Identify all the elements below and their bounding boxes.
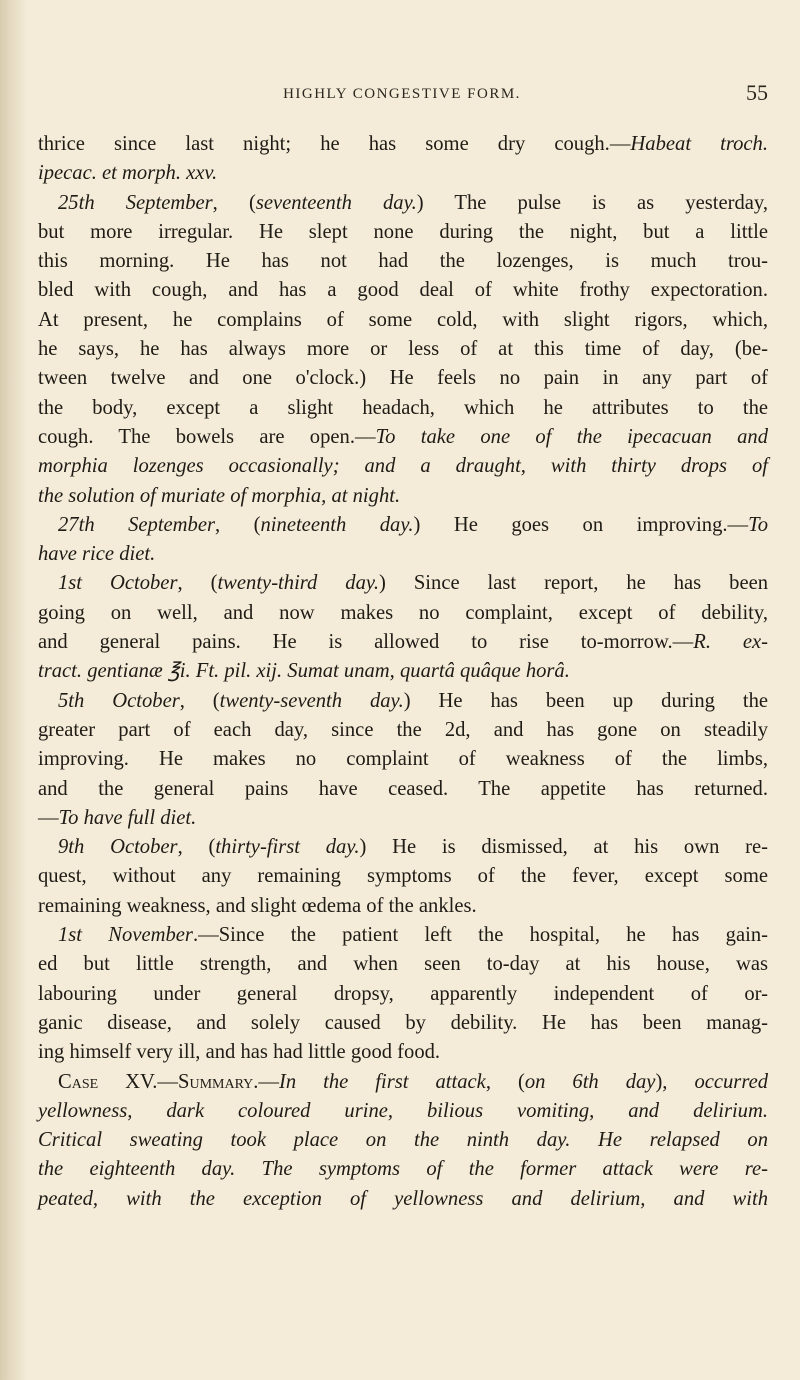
italic-text: 27th September <box>58 513 216 536</box>
text-line <box>38 687 768 716</box>
italic-text: In the first attack <box>279 1070 486 1093</box>
italic-text: To take one of the ipecacuan and <box>375 425 768 448</box>
italic-text: on 6th day <box>524 1070 656 1093</box>
text-line <box>38 364 768 393</box>
italic-text: 25th September <box>58 191 213 214</box>
text-line <box>38 599 768 628</box>
italic-text: peated, with the exception of yellowness and delirium, and with <box>38 1187 768 1210</box>
page-header <box>36 80 768 110</box>
text-run: quest, without any remaining symptoms of the fever, except some <box>38 865 768 888</box>
text-line <box>38 482 768 511</box>
text-run: — <box>157 1070 179 1093</box>
text-run: , ( <box>179 689 220 712</box>
text-line <box>38 833 768 862</box>
text-line <box>38 1155 768 1184</box>
italic-text: morphia lozenges occasionally; and a draught, with thirty drops of <box>38 455 768 478</box>
text-run: and the general pains have ceased. The appetite has returned. <box>38 777 768 800</box>
text-run: ) Since last report, he has been <box>379 572 769 595</box>
text-line <box>38 775 768 804</box>
text-line <box>38 745 768 774</box>
text-line <box>38 862 768 891</box>
running-head: HIGHLY CONGESTIVE FORM. <box>283 86 521 102</box>
italic-text: To <box>748 513 769 536</box>
text-line <box>38 1126 768 1155</box>
text-line <box>38 452 768 481</box>
text-run: cough. The bowels are open.— <box>38 425 376 448</box>
text-run: remaining weakness, and slight œdema of the ankles. <box>38 894 477 917</box>
text-run: greater part of each day, since the 2d, and has gone on steadily <box>38 718 768 741</box>
text-line <box>38 1038 768 1067</box>
text-line <box>38 657 768 686</box>
text-run: this morning. He has not had the lozenges, is much trou- <box>38 250 768 273</box>
italic-text: 1st November <box>58 924 193 947</box>
text-run: ) He goes on improving.— <box>413 513 749 536</box>
text-run: , ( <box>177 572 218 595</box>
text-run: — <box>258 1070 280 1093</box>
body-text <box>38 130 768 1214</box>
text-run: going on well, and now makes no complaint, except of debility, <box>38 601 768 624</box>
italic-text: nineteenth day. <box>260 513 414 536</box>
text-line <box>38 159 768 188</box>
text-run: At present, he complains of some cold, with slight rigors, which, <box>38 308 768 331</box>
text-run: ed but little strength, and when seen to-day at his house, was <box>38 953 768 976</box>
text-line <box>38 423 768 452</box>
text-line <box>38 189 768 218</box>
small-caps-text: Case XV. <box>58 1070 158 1093</box>
page-binding-shadow <box>0 0 28 1380</box>
italic-text: occurred <box>694 1070 769 1093</box>
text-line <box>38 980 768 1009</box>
text-line <box>38 1185 768 1214</box>
italic-text: twenty-third day. <box>217 572 380 595</box>
text-run: — <box>38 806 59 829</box>
italic-text: the eighteenth day. The symptoms of the former attack were re- <box>38 1158 768 1181</box>
italic-text: seventeenth day. <box>255 191 417 214</box>
text-line <box>38 1068 768 1097</box>
text-run: the body, except a slight headach, which he attributes to the <box>38 396 768 419</box>
text-run: .—Since the patient left the hospital, he has gain- <box>192 924 768 947</box>
text-line <box>38 247 768 276</box>
text-line <box>38 892 768 921</box>
italic-text: tract. gentianæ ℥i. Ft. pil. xij. Sumat unam, quartâ quâque horâ. <box>38 660 570 683</box>
italic-text: the solution of muriate of morphia, at night. <box>38 484 401 507</box>
case-summary-paragraph <box>38 1068 768 1214</box>
text-line <box>38 276 768 305</box>
italic-text: R. ex- <box>693 631 769 654</box>
text-line <box>38 950 768 979</box>
italic-text: yellowness, dark coloured urine, bilious vomiting, and delirium. <box>38 1099 768 1122</box>
text-run: he says, he has always more or less of at this time of day, (be- <box>38 338 768 361</box>
page-number: 55 <box>746 80 768 105</box>
text-run: and general pains. He is allowed to rise to-morrow.— <box>38 631 694 654</box>
italic-text: thirty-first day. <box>215 836 360 859</box>
italic-text: Habeat troch. <box>630 133 768 155</box>
text-run: improving. He makes no complaint of weakness of the limbs, <box>38 748 768 771</box>
text-run: bled with cough, and has a good deal of white frothy expectoration. <box>38 279 768 302</box>
italic-text: twenty-seventh day. <box>219 689 404 712</box>
text-line <box>38 804 768 833</box>
italic-text: Critical sweating took place on the ninth day. He relapsed on <box>38 1129 768 1152</box>
text-run: , ( <box>485 1070 525 1093</box>
text-line <box>38 335 768 364</box>
text-run: ) The pulse is as yesterday, <box>416 191 768 214</box>
text-line <box>38 569 768 598</box>
text-run: ) He is dismissed, at his own re- <box>359 836 769 859</box>
text-line <box>38 1097 768 1126</box>
text-run: thrice since last night; he has some dry cough.— <box>38 133 631 155</box>
text-line <box>38 130 768 159</box>
italic-text: ipecac. et morph. xxv. <box>38 162 218 185</box>
text-run: , ( <box>212 191 256 214</box>
text-line <box>38 628 768 657</box>
italic-text: 5th October <box>58 689 180 712</box>
small-caps-text: Summary. <box>178 1070 259 1093</box>
text-run: labouring under general dropsy, apparently independent of or- <box>38 982 768 1005</box>
text-line <box>38 394 768 423</box>
italic-text: To have full diet. <box>58 806 197 829</box>
text-run: ing himself very ill, and has had little good food. <box>38 1041 441 1064</box>
italic-text: 9th October <box>58 836 178 859</box>
text-line <box>38 511 768 540</box>
text-line <box>38 306 768 335</box>
text-line <box>38 218 768 247</box>
text-run: tween twelve and one o'clock.) He feels no pain in any part of <box>38 367 768 390</box>
text-run: , ( <box>215 513 261 536</box>
case-report-paragraph <box>38 130 768 1068</box>
italic-text: have rice diet. <box>38 543 156 566</box>
text-line <box>38 921 768 950</box>
text-run: , ( <box>177 836 216 859</box>
text-run: ) He has been up during the <box>403 689 769 712</box>
text-line <box>38 1009 768 1038</box>
text-run: ), <box>655 1070 695 1093</box>
text-line <box>38 540 768 569</box>
text-line <box>38 716 768 745</box>
italic-text: 1st October <box>58 572 178 595</box>
text-run: ganic disease, and solely caused by debility. He has been manag- <box>38 1011 768 1034</box>
text-run: but more irregular. He slept none during the night, but a little <box>38 220 768 243</box>
